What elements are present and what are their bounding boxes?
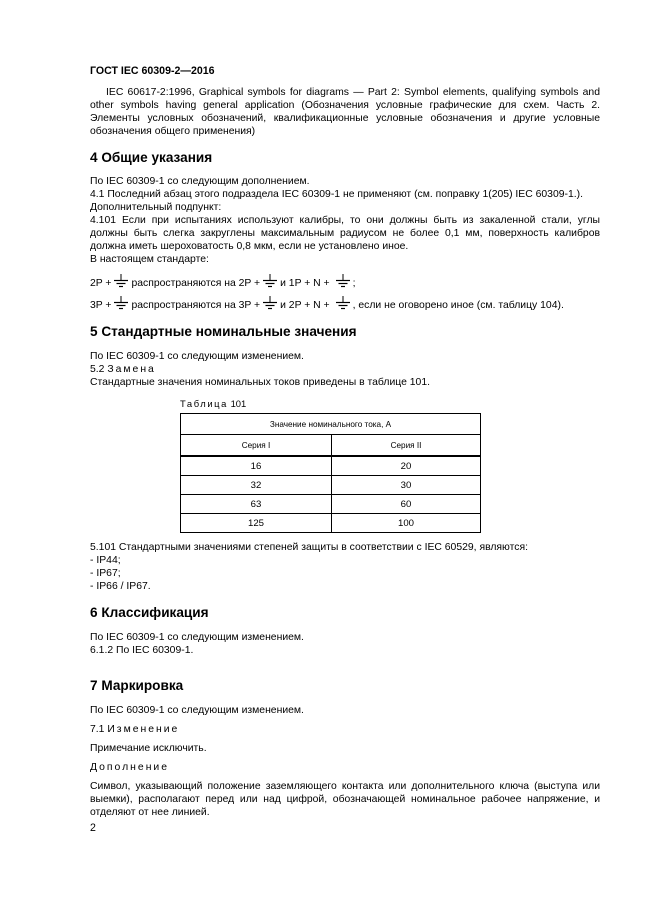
formula-2-part-d: , если не оговорено иное (см. таблицу 104). (352, 300, 564, 311)
section-4 (90, 150, 600, 166)
section-7-para-3: Примечание исключить. (90, 743, 207, 754)
formula-1-part-d: ; (352, 278, 356, 289)
section-5-heading: 5 Стандартные номинальные значения (90, 324, 357, 339)
section-4-para-2: 4.1 Последний абзац этого подраздела IEC 60309-1 не применяют (см. поправку 1(205) IEC 60309-1.). (90, 189, 583, 200)
formula-2-part-b: распространяются на 3P + (131, 300, 261, 311)
section-7 (90, 678, 600, 694)
list-item: - IP66 / IP67. (90, 581, 151, 592)
formula-line-1 (90, 274, 600, 290)
table-cell: 20 (332, 456, 481, 476)
section-7-para-1: По IEC 60309-1 со следующим изменением. (90, 705, 304, 716)
table-caption-number: 101 (230, 398, 247, 409)
table-cell: 32 (181, 476, 332, 495)
section-4-para-3: Дополнительный подпункт: (90, 202, 222, 213)
formula-2-part-a: 3P + (90, 300, 112, 311)
section-6-para-1: По IEC 60309-1 со следующим изменением. (90, 632, 304, 643)
formula-1-part-c: и 1P + N + (280, 278, 330, 289)
clause-word: Изменение (107, 724, 180, 735)
clause-number: 7.1 (90, 724, 105, 735)
section-7-para-5: Символ, указывающий положение заземляющего контакта или дополнительного ключа (выступа или выемки), располагают перед или над цифрой, обозначающей номинальное рабочее напряжение, и отделяют от нее линией. (90, 781, 600, 818)
clause-word: Замена (107, 364, 156, 375)
table-cell: 125 (181, 514, 332, 533)
table-cell: 16 (181, 456, 332, 476)
section-4-body (90, 175, 600, 266)
ground-symbol-icon (336, 274, 350, 288)
reference-entry (90, 86, 600, 138)
ground-symbol-icon (263, 274, 277, 288)
table-caption (180, 397, 246, 410)
section-5-para-2 (90, 363, 600, 376)
table-caption-word: Таблица (180, 398, 228, 409)
formula-1-part-b: распространяются на 2P + (131, 278, 261, 289)
formula-2-part-c: и 2P + N + (280, 300, 330, 311)
section-7-para-4: Дополнение (90, 762, 170, 773)
ground-symbol-icon (336, 296, 350, 310)
table-cell: 60 (332, 495, 481, 514)
section-6-para-2: 6.1.2 По IEC 60309-1. (90, 645, 194, 656)
section-4-para-1: По IEC 60309-1 со следующим дополнением. (90, 176, 310, 187)
ground-symbol-icon (263, 296, 277, 310)
clause-number: 5.2 (90, 364, 105, 375)
ground-symbol-icon (114, 274, 128, 288)
page-number: 2 (90, 822, 96, 834)
formula-line-2 (90, 296, 600, 312)
section-5-para-3: Стандартные значения номинальных токов приведены в таблице 101. (90, 377, 431, 388)
table-row (181, 514, 481, 533)
section-4-para-5: В настоящем стандарте: (90, 254, 209, 265)
formula-1-part-a: 2P + (90, 278, 112, 289)
table-col-header-2: Серия II (332, 435, 481, 457)
table-cell: 100 (332, 514, 481, 533)
list-item: - IP44; (90, 555, 121, 566)
ground-symbol-icon (114, 296, 128, 310)
table-cell: 30 (332, 476, 481, 495)
table-cell: 63 (181, 495, 332, 514)
current-table (180, 413, 481, 533)
section-5-para-1: По IEC 60309-1 со следующим изменением. (90, 351, 304, 362)
protection-degrees (90, 541, 600, 593)
section-7-para-2 (90, 723, 600, 736)
table-row (181, 476, 481, 495)
reference-text: IEC 60617-2:1996, Graphical symbols for diagrams — Part 2: Symbol elements, qualifying symbols and other symbols having general application (Обозначения условные графические для схем. Часть 2. Элементы условных обозначений, квалификационные условные обозначения и другие условные обозначения общего применения) (90, 87, 600, 137)
table-row (181, 495, 481, 514)
section-7-heading: 7 Маркировка (90, 678, 184, 693)
section-5-body (90, 350, 600, 389)
section-6-heading: 6 Классификация (90, 605, 209, 620)
section-4-heading: 4 Общие указания (90, 150, 213, 165)
section-5-para-4: 5.101 Стандартными значениями степеней защиты в соответствии с IEC 60529, являются: (90, 542, 528, 553)
list-item: - IP67; (90, 568, 121, 579)
section-6-body (90, 631, 600, 657)
table-header: Значение номинального тока, А (181, 414, 481, 435)
section-7-body (90, 704, 600, 819)
table-row (181, 456, 481, 476)
section-4-para-4: 4.101 Если при испытаниях используют калибры, то они должны быть из закаленной стали, углы должны быть слегка закруглены максимальным радиусом не более 0,1 мм, поверхность калибров должна иметь шероховатость 0,8 мкм, если не установлено иное. (90, 215, 600, 252)
running-header: ГОСТ IEC 60309-2—2016 (90, 65, 215, 77)
section-5 (90, 324, 600, 340)
table-col-header-1: Серия I (181, 435, 332, 457)
section-6 (90, 605, 600, 621)
